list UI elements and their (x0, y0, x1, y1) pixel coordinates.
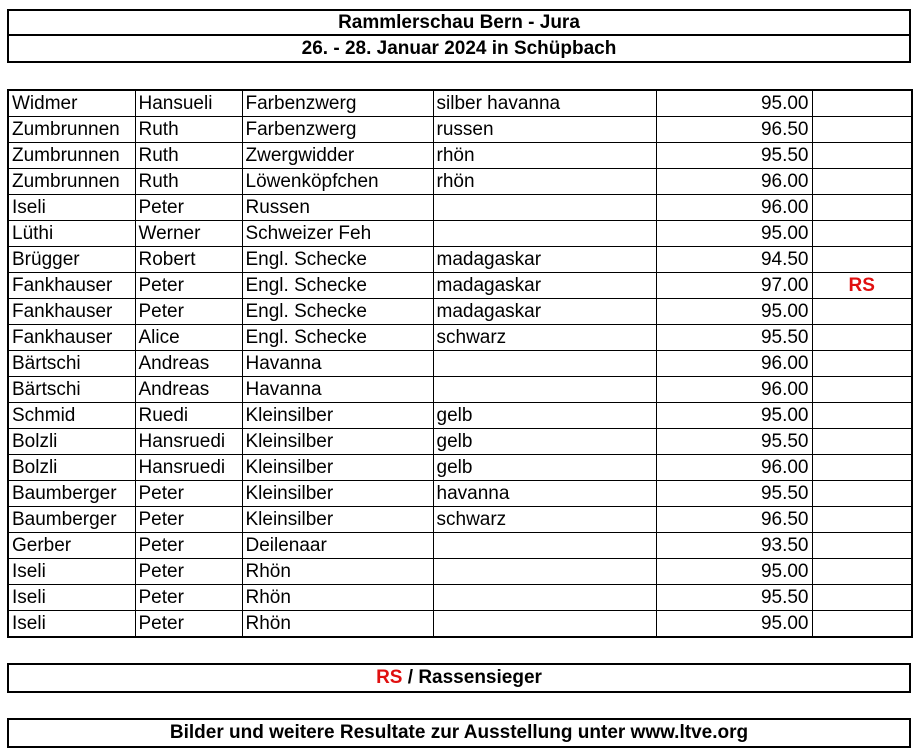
table-row (8, 403, 912, 429)
cell-points: 96.00 (656, 455, 812, 481)
cell-color: havanna (433, 481, 656, 507)
cell-firstname: Peter (135, 481, 242, 507)
cell-firstname: Ruth (135, 169, 242, 195)
cell-award (812, 169, 912, 195)
cell-firstname: Ruth (135, 117, 242, 143)
cell-firstname: Peter (135, 507, 242, 533)
cell-breed: Kleinsilber (242, 403, 433, 429)
cell-color: russen (433, 117, 656, 143)
table-row (8, 299, 912, 325)
cell-breed: Rhön (242, 559, 433, 585)
cell-award (812, 117, 912, 143)
cell-points: 95.00 (656, 221, 812, 247)
cell-lastname: Iseli (8, 195, 135, 221)
cell-firstname: Peter (135, 533, 242, 559)
cell-points: 96.00 (656, 351, 812, 377)
cell-lastname: Zumbrunnen (8, 169, 135, 195)
cell-color: madagaskar (433, 273, 656, 299)
cell-color: silber havanna (433, 90, 656, 117)
cell-award (812, 481, 912, 507)
cell-lastname: Baumberger (8, 507, 135, 533)
cell-breed: Russen (242, 195, 433, 221)
cell-firstname: Peter (135, 299, 242, 325)
cell-award (812, 533, 912, 559)
cell-color: rhön (433, 143, 656, 169)
table-row (8, 455, 912, 481)
cell-color: gelb (433, 403, 656, 429)
cell-points: 95.50 (656, 585, 812, 611)
cell-points: 95.50 (656, 143, 812, 169)
table-row (8, 559, 912, 585)
cell-points: 95.50 (656, 325, 812, 351)
table-row (8, 117, 912, 143)
cell-award (812, 247, 912, 273)
legend-separator: / (402, 667, 419, 688)
cell-award (812, 403, 912, 429)
cell-breed: Engl. Schecke (242, 273, 433, 299)
cell-breed: Farbenzwerg (242, 90, 433, 117)
cell-firstname: Werner (135, 221, 242, 247)
cell-breed: Schweizer Feh (242, 221, 433, 247)
cell-lastname: Lüthi (8, 221, 135, 247)
cell-lastname: Zumbrunnen (8, 117, 135, 143)
results-body (8, 90, 912, 637)
cell-color: schwarz (433, 507, 656, 533)
cell-color (433, 351, 656, 377)
cell-color (433, 533, 656, 559)
page-subtitle: 26. - 28. Januar 2024 in Schüpbach (7, 34, 911, 63)
cell-breed: Havanna (242, 377, 433, 403)
cell-award (812, 195, 912, 221)
table-row (8, 273, 912, 299)
cell-points: 95.00 (656, 559, 812, 585)
cell-breed: Engl. Schecke (242, 325, 433, 351)
cell-color: madagaskar (433, 247, 656, 273)
cell-firstname: Hansruedi (135, 429, 242, 455)
cell-color (433, 195, 656, 221)
cell-firstname: Hansueli (135, 90, 242, 117)
cell-lastname: Bolzli (8, 429, 135, 455)
legend-abbr: RS (376, 667, 403, 688)
cell-lastname: Widmer (8, 90, 135, 117)
cell-lastname: Gerber (8, 533, 135, 559)
cell-color (433, 585, 656, 611)
cell-color: rhön (433, 169, 656, 195)
cell-points: 96.00 (656, 377, 812, 403)
table-row (8, 221, 912, 247)
cell-lastname: Bärtschi (8, 377, 135, 403)
cell-award (812, 90, 912, 117)
cell-firstname: Ruth (135, 143, 242, 169)
cell-lastname: Fankhauser (8, 273, 135, 299)
cell-award (812, 351, 912, 377)
cell-award (812, 559, 912, 585)
cell-points: 95.00 (656, 299, 812, 325)
cell-firstname: Peter (135, 585, 242, 611)
cell-color (433, 377, 656, 403)
cell-breed: Löwenköpfchen (242, 169, 433, 195)
cell-breed: Havanna (242, 351, 433, 377)
results-table (7, 89, 913, 638)
cell-color (433, 611, 656, 638)
cell-firstname: Hansruedi (135, 455, 242, 481)
table-row (8, 611, 912, 638)
table-row (8, 351, 912, 377)
cell-firstname: Peter (135, 559, 242, 585)
cell-points: 95.00 (656, 90, 812, 117)
table-row (8, 325, 912, 351)
cell-lastname: Iseli (8, 559, 135, 585)
cell-lastname: Iseli (8, 585, 135, 611)
cell-breed: Engl. Schecke (242, 299, 433, 325)
cell-color: schwarz (433, 325, 656, 351)
cell-award (812, 299, 912, 325)
cell-breed: Rhön (242, 585, 433, 611)
cell-color: gelb (433, 455, 656, 481)
table-row (8, 143, 912, 169)
cell-award (812, 507, 912, 533)
cell-firstname: Andreas (135, 351, 242, 377)
cell-award (812, 143, 912, 169)
cell-firstname: Alice (135, 325, 242, 351)
cell-lastname: Bärtschi (8, 351, 135, 377)
cell-points: 95.50 (656, 481, 812, 507)
cell-firstname: Robert (135, 247, 242, 273)
cell-breed: Engl. Schecke (242, 247, 433, 273)
cell-points: 93.50 (656, 533, 812, 559)
legend (7, 663, 911, 693)
cell-lastname: Schmid (8, 403, 135, 429)
cell-award (812, 429, 912, 455)
cell-points: 95.00 (656, 611, 812, 638)
cell-award (812, 377, 912, 403)
table-row (8, 507, 912, 533)
cell-breed: Rhön (242, 611, 433, 638)
cell-points: 94.50 (656, 247, 812, 273)
cell-breed: Deilenaar (242, 533, 433, 559)
cell-breed: Kleinsilber (242, 429, 433, 455)
cell-award: RS (812, 273, 912, 299)
cell-color: gelb (433, 429, 656, 455)
cell-lastname: Bolzli (8, 455, 135, 481)
cell-award (812, 585, 912, 611)
cell-color (433, 221, 656, 247)
cell-points: 95.00 (656, 403, 812, 429)
cell-points: 96.00 (656, 169, 812, 195)
cell-points: 96.50 (656, 507, 812, 533)
cell-firstname: Peter (135, 273, 242, 299)
cell-lastname: Fankhauser (8, 299, 135, 325)
cell-breed: Kleinsilber (242, 455, 433, 481)
page-title: Rammlerschau Bern - Jura (7, 9, 911, 36)
cell-breed: Kleinsilber (242, 507, 433, 533)
cell-lastname: Baumberger (8, 481, 135, 507)
cell-points: 97.00 (656, 273, 812, 299)
cell-points: 96.00 (656, 195, 812, 221)
table-row (8, 169, 912, 195)
table-row (8, 429, 912, 455)
cell-lastname: Iseli (8, 611, 135, 638)
cell-firstname: Ruedi (135, 403, 242, 429)
table-row (8, 377, 912, 403)
table-row (8, 247, 912, 273)
cell-breed: Kleinsilber (242, 481, 433, 507)
table-row (8, 90, 912, 117)
cell-lastname: Zumbrunnen (8, 143, 135, 169)
table-row (8, 533, 912, 559)
cell-award (812, 455, 912, 481)
cell-points: 96.50 (656, 117, 812, 143)
cell-award (812, 611, 912, 638)
table-row (8, 481, 912, 507)
cell-breed: Farbenzwerg (242, 117, 433, 143)
legend-text: Rassensieger (418, 667, 542, 688)
cell-firstname: Peter (135, 611, 242, 638)
cell-lastname: Fankhauser (8, 325, 135, 351)
footer-note: Bilder und weitere Resultate zur Ausstellung unter www.ltve.org (7, 718, 911, 748)
cell-breed: Zwergwidder (242, 143, 433, 169)
cell-color (433, 559, 656, 585)
cell-firstname: Andreas (135, 377, 242, 403)
table-row (8, 585, 912, 611)
table-row (8, 195, 912, 221)
cell-lastname: Brügger (8, 247, 135, 273)
cell-color: madagaskar (433, 299, 656, 325)
cell-award (812, 325, 912, 351)
cell-firstname: Peter (135, 195, 242, 221)
cell-award (812, 221, 912, 247)
cell-points: 95.50 (656, 429, 812, 455)
